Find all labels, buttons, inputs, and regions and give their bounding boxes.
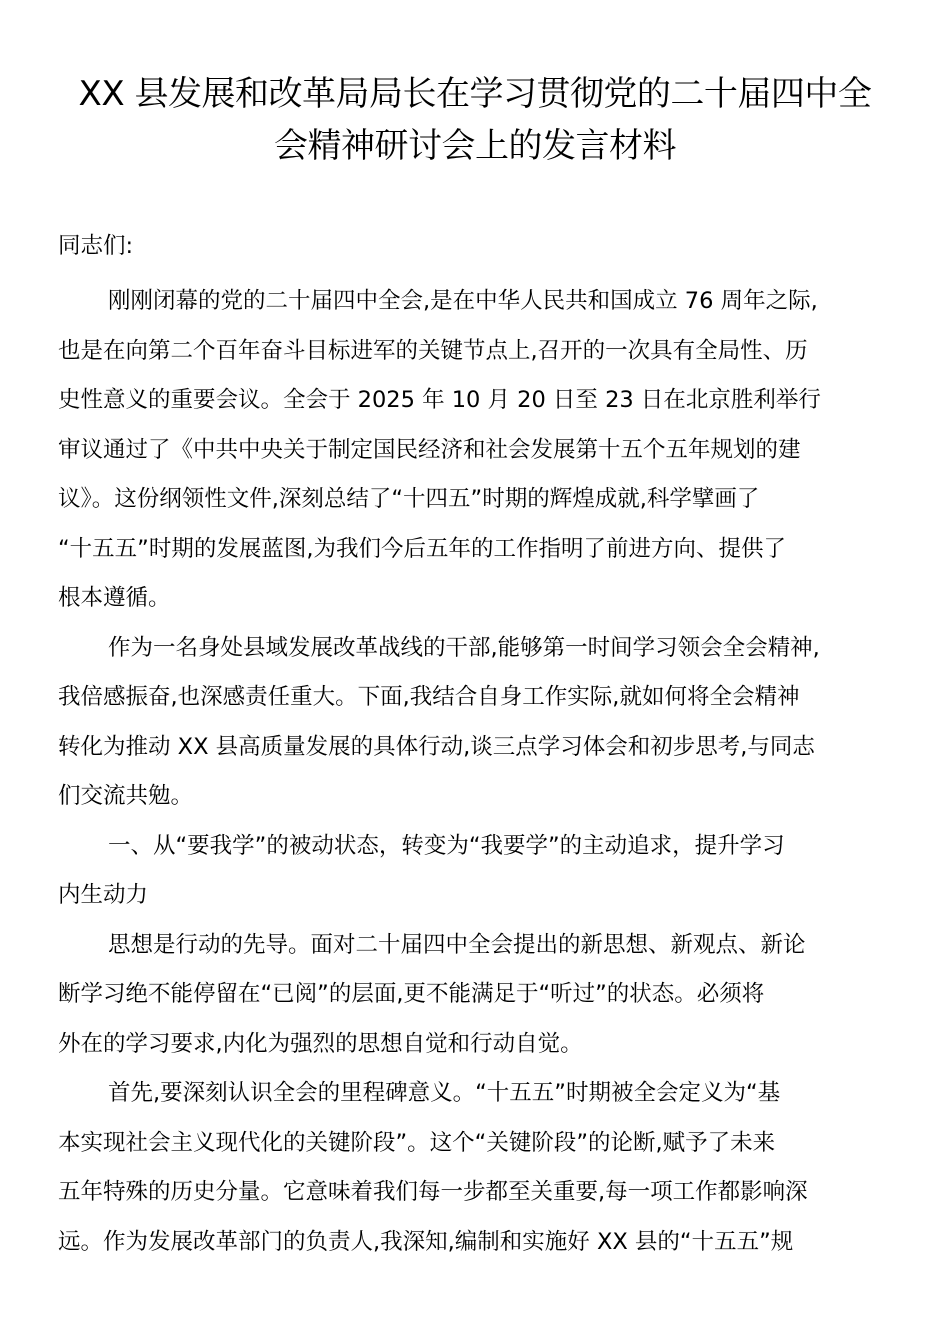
- title-line-2: 会精神研讨会上的发言材料: [274, 126, 676, 166]
- title-line-1: XX 县发展和改革局局长在学习贯彻党的二十届四中全: [78, 74, 872, 114]
- paragraph-first-line: 思想是行动的先导。面对二十届四中全会提出的新思想、新观点、新论: [108, 931, 806, 958]
- paragraph-line: 远。作为发展改革部门的负责人,我深知,编制和实施好 XX 县的“十五五”规: [58, 1228, 794, 1255]
- document-title: [40, 68, 910, 172]
- paragraph-line: 内生动力: [58, 882, 149, 908]
- paragraph-line: 外在的学习要求,内化为强烈的思想自觉和行动自觉。: [58, 1030, 583, 1057]
- paragraph-line: 史性意义的重要会议。全会于 2025 年 10 月 20 日至 23 日在北京胜利举行: [58, 387, 821, 413]
- paragraph-line: 五年特殊的历史分量。它意味着我们每一步都至关重要,每一项工作都影响深: [58, 1179, 808, 1205]
- paragraph-first-line: 作为一名身处县域发展改革战线的干部,能够第一时间学习领会全会精神,: [108, 634, 820, 661]
- paragraph-line: “十五五”时期的发展蓝图,为我们今后五年的工作指明了前进方向、提供了: [58, 535, 786, 562]
- paragraph-line: 议》。这份纲领性文件,深刻总结了“十四五”时期的辉煌成就,科学擘画了: [58, 486, 760, 512]
- paragraph-line: 也是在向第二个百年奋斗目标进军的关键节点上,召开的一次具有全局性、历: [58, 337, 808, 364]
- salutation: 同志们:: [58, 233, 134, 259]
- paragraph-line: 本实现社会主义现代化的关键阶段”。这个“关键阶段”的论断,赋予了未来: [58, 1129, 776, 1156]
- paragraph-line: 审议通过了《中共中央关于制定国民经济和社会发展第十五个五年规划的建: [58, 436, 801, 463]
- paragraph-first-line: 一、从“要我学”的被动状态，转变为“我要学”的主动追求，提升学习: [108, 832, 785, 859]
- paragraph-line: 们交流共勉。: [58, 783, 194, 809]
- paragraph-first-line: 首先,要深刻认识全会的里程碑意义。“十五五”时期被全会定义为“基: [108, 1080, 781, 1106]
- document-body: [58, 222, 894, 1267]
- paragraph-line: 转化为推动 XX 县高质量发展的具体行动,谈三点学习体会和初步思考,与同志: [58, 733, 815, 760]
- paragraph-line: 根本遵循。: [58, 585, 171, 611]
- paragraph-line: 我倍感振奋,也深感责任重大。下面,我结合自身工作实际,就如何将全会精神: [58, 684, 800, 710]
- paragraph-first-line: 刚刚闭幕的党的二十届四中全会,是在中华人民共和国成立 76 周年之际,: [108, 288, 818, 314]
- paragraph-line: 断学习绝不能停留在“已阅”的层面,更不能满足于“听过”的状态。必须将: [58, 981, 765, 1007]
- body-lines: [58, 277, 894, 1267]
